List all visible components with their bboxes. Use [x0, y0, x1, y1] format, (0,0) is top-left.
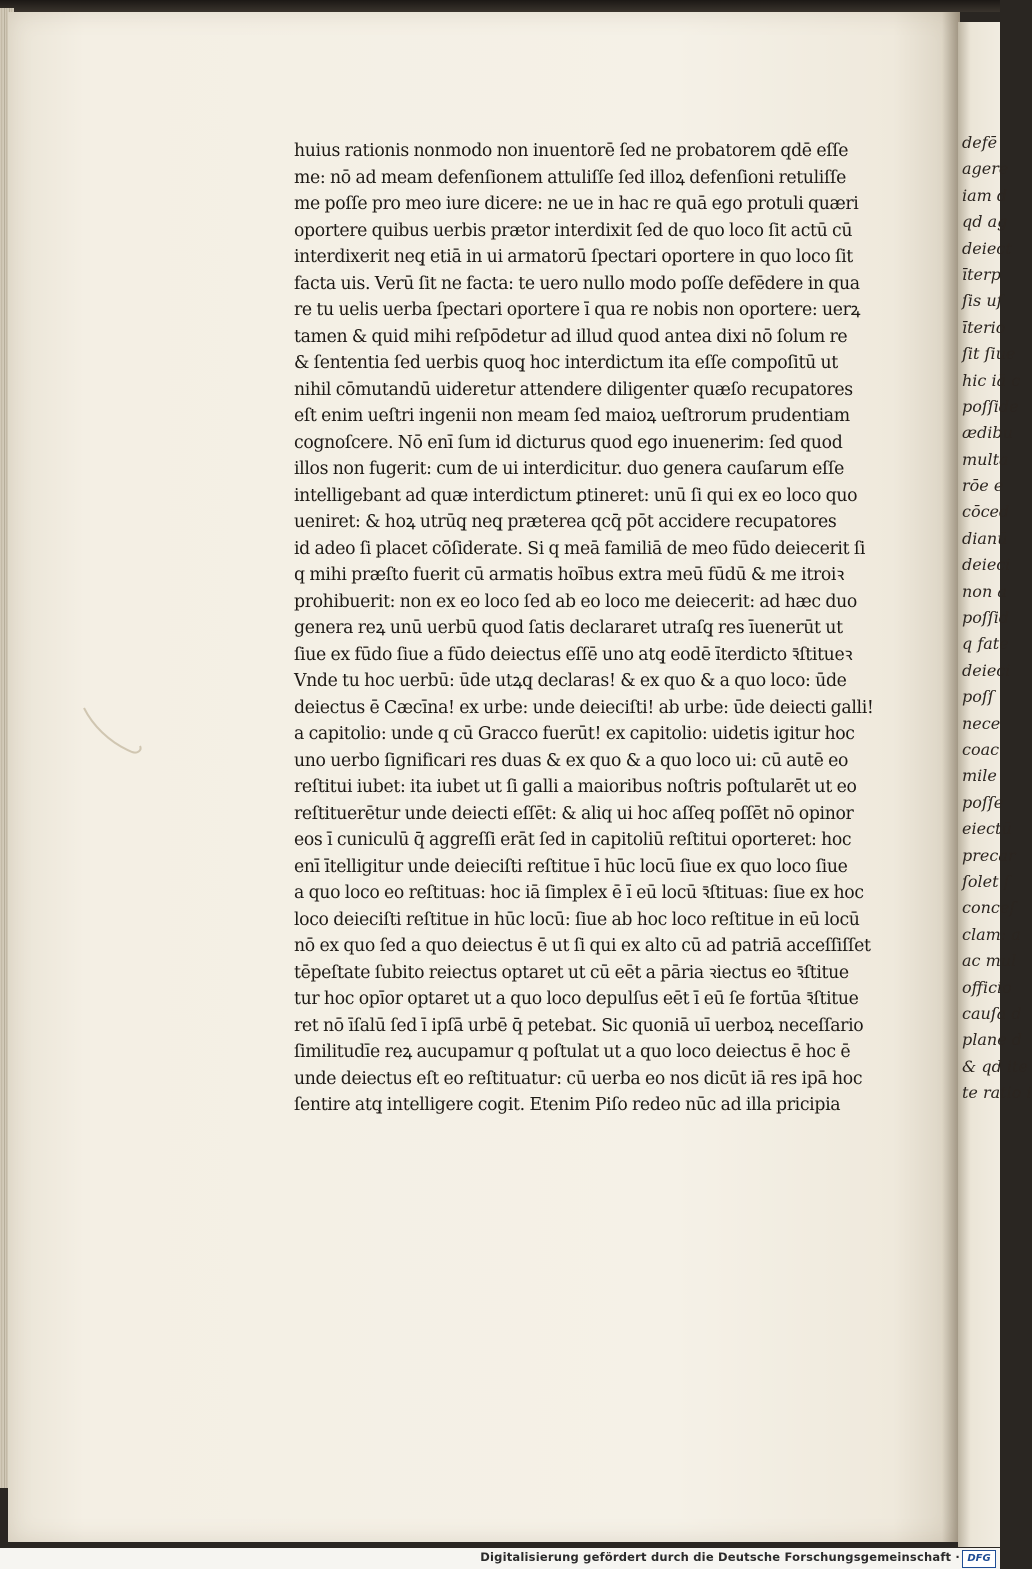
text-line: ſentire atq̧ intelligere cogit. Etenim Piſo redeo nūc ad illa pricipia: [294, 1095, 841, 1115]
facing-page-line: hic iā c: [962, 370, 1021, 390]
facing-page-text: [962, 130, 1032, 1106]
text-line: facta uis. Verū ſit ne facta: te uero nullo modo poſſe defēdere in qua: [294, 273, 860, 294]
text-line: ueniret: & hoꝝ utrūq̧ neq̧ præterea qcq̄ pōt accidere recupatores: [294, 512, 837, 532]
text-line: ret nō īſalū ſed ī ipſā urbē q̄ petebat. Sic quoniā uī uerboꝝ neceſſario: [294, 1015, 864, 1036]
facing-page-line: mile: [962, 766, 997, 786]
footer-credit: Digitalisierung gefördert durch die Deutsche Forschungsgemeinschaft ·: [480, 1550, 960, 1564]
facing-page-line: & qd ite: [962, 1056, 1028, 1076]
text-line: me: nō ad meam defenſionem attuliſſe ſed illoꝝ defenſioni retuliſſe: [294, 167, 846, 188]
text-line: tēpeſtate ſubito reiectus optaret ut cū eēt a pāria ꝛiectus eo ꝛ̄ſtitue: [294, 962, 849, 983]
facing-page-line: defē: [962, 133, 998, 152]
text-line: intelligebant ad quæ interdictum ꝑtineret: unū ſi qui ex eo loco quo: [294, 485, 858, 506]
facing-page-line: agere: [962, 159, 1009, 179]
facing-page-line: precar: [962, 845, 1016, 865]
text-line: loco deieciſti reſtitue in hūc locū: ſiue ab hoc loco reſtitue in eū locū: [294, 909, 860, 930]
facing-page-line: non a: [962, 581, 1007, 601]
facing-page-line: poſſid: [962, 608, 1010, 628]
text-line: genera reꝝ unū uerbū quod ſatis declararet utraſq̧ res īuenerūt ut: [294, 618, 843, 638]
text-line: eos ī cuniculū q̄ aggreſſi erāt ſed in capitoliū reſtitui oporteret: hoc: [294, 830, 852, 850]
text-line: me poſſe pro meo iure dicere: ne ue in hac re quā ego protuli quæri: [294, 194, 859, 214]
text-line: nō ex quo ſed a quo deiectus ē ut ſi qui ex alto cū ad patriā acceſſiſſet: [294, 936, 871, 956]
text-line: Vnde tu hoc uerbū: ūde utꝝq̧ declaras! & ex quo & a quo loco: ūde: [294, 671, 847, 691]
facing-page-line: rōe e: [962, 476, 1004, 496]
text-line: prohibuerit: non ex eo loco ſed ab eo loco me deiecerit: ad hæc duo: [294, 591, 857, 612]
facing-page-line: nece: [962, 713, 1001, 733]
facing-page-line: poſſ: [962, 687, 994, 707]
dfg-logo: DFG: [962, 1550, 996, 1568]
text-line: interdixerit neq̧ etiā in ui armatorū ſpectari oportere in quo loco ſit: [294, 247, 853, 267]
facing-page-line: qd ag: [962, 212, 1008, 232]
text-line: a quo loco eo reſtituas: hoc iā ſimplex ē ī eū locū ꝛ̄ſtituas: ſiue ex hoc: [294, 883, 864, 903]
facing-page-line: ſis uſ: [962, 291, 1003, 311]
text-line: reſtitui iubet: ita iubet ut ſi galli a maioribus noſtris poſtularēt ut eo: [294, 777, 857, 797]
facing-page-line: ædibu: [962, 423, 1013, 443]
facing-page-line: plane d: [962, 1030, 1022, 1050]
digitization-footer: [0, 1548, 1000, 1569]
text-line: illos non fugerit: cum de ui interdicitur. duo genera cauſarum eſſe: [294, 459, 844, 479]
text-line: tur hoc opīor optaret ut a quo loco depulſus eēt ī eū ſe fortūa ꝛ̄ſtitue: [294, 989, 859, 1009]
text-line: eſt enim ueſtri ingenii non meam ſed maioꝝ ueſtrorum prudentiam: [294, 406, 850, 426]
text-line: uno uerbo ſignificari res duas & ex quo & a quo loco ui: cū autē eo: [294, 750, 849, 771]
facing-page-line: iam d: [962, 185, 1008, 205]
text-line: unde deiectus eſt eo reſtituatur: cū uerba eo nos dicūt iā res ipā hoc: [294, 1068, 863, 1089]
text-line: nihil cōmutandū uideretur attendere diligenter quæſo recupatores: [294, 379, 853, 400]
facing-page-line: dianū: [962, 528, 1008, 548]
text-line: huius rationis nonmodo non inuentorē ſed ne probatorem qdē eſſe: [294, 141, 849, 161]
facing-page-line: conceſ: [962, 898, 1016, 918]
facing-page-line: ac mul: [962, 951, 1017, 971]
text-line: oportere quibus uerbis prætor interdixit ſed de quo loco ſit actū cū: [294, 220, 853, 241]
facing-page-line: te ratio i: [962, 1083, 1032, 1103]
facing-page-line: poſſe: [962, 792, 1004, 812]
main-page: [8, 12, 960, 1542]
facing-page-line: deieci: [962, 555, 1011, 575]
facing-page-line: īterp: [962, 264, 1001, 284]
facing-page-line: cōced: [962, 502, 1010, 522]
text-line: enī ītelligitur unde deieciſti reſtitue ī hūc locū ſiue ex quo loco ſiue: [294, 856, 848, 877]
text-line: deiectus ē Cæcīna! ex urbe: unde deieciſti! ab urbe: ūde deiecti galli!: [294, 697, 874, 718]
text-line: cognoſcere. Nō enī ſum id dicturus quod ego inuenerim: ſed quod: [294, 432, 843, 453]
ink-stain-mark: [80, 702, 150, 762]
facing-page-line: deieci: [962, 660, 1011, 680]
facing-page-line: coac: [962, 739, 1000, 759]
text-line: q mihi præſto fuerit cū armatis hoībus extra meū fūdū & me itroiꝛ: [294, 565, 844, 585]
facing-page-line: deiect: [962, 238, 1012, 258]
text-line: & ſententia ſed uerbis quoq̧ hoc interdictum ita eſſe compoſitū ut: [294, 353, 838, 373]
facing-page-line: multa: [962, 449, 1009, 469]
facing-page-line: poſſide: [962, 396, 1019, 416]
facing-page-line: q fate: [962, 634, 1009, 654]
facing-page-line: īterio: [962, 317, 1006, 337]
incunable-text-block: [294, 138, 924, 1119]
facing-page-line: officio: [962, 977, 1012, 997]
text-line: re tu uelis uerba ſpectari oportere ī qua re nobis non oportere: uerꝝ: [294, 300, 861, 320]
facing-page-line: eiectū: [962, 819, 1012, 839]
text-line: tamen & quid mihi reſpōdetur ad illud quod antea dixi nō ſolum re: [294, 326, 848, 347]
facing-page: [958, 22, 1032, 1547]
facing-page-line: cauſa d: [962, 1003, 1022, 1023]
facing-page-line: ſit ſiue: [962, 344, 1016, 364]
scan-top-shadow: [0, 0, 1000, 12]
text-line: ſimilitudīe reꝝ aucupamur q poſtulat ut a quo loco deiectus ē hoc ē: [294, 1042, 851, 1062]
text-line: reſtituerētur unde deiecti eſſēt: & aliq ui hoc aſſeq poſſēt nō opinor: [294, 803, 854, 824]
text-line: ſiue ex fūdo ſiue a fūdo deiectus eſſē uno atq̧ eodē īterdicto ꝛ̄ſtitueꝛ: [294, 644, 853, 665]
text-line: a capitolio: unde q cū Gracco fuerūt! ex capitolio: uidetis igitur hoc: [294, 724, 855, 744]
facing-page-line: clam: a: [962, 924, 1021, 944]
text-line: id adeo ſi placet cōſiderate. Si q meā familiā de meo fūdo deiecerit ſi: [294, 538, 866, 559]
facing-page-line: ſolet ſ: [962, 871, 1010, 891]
